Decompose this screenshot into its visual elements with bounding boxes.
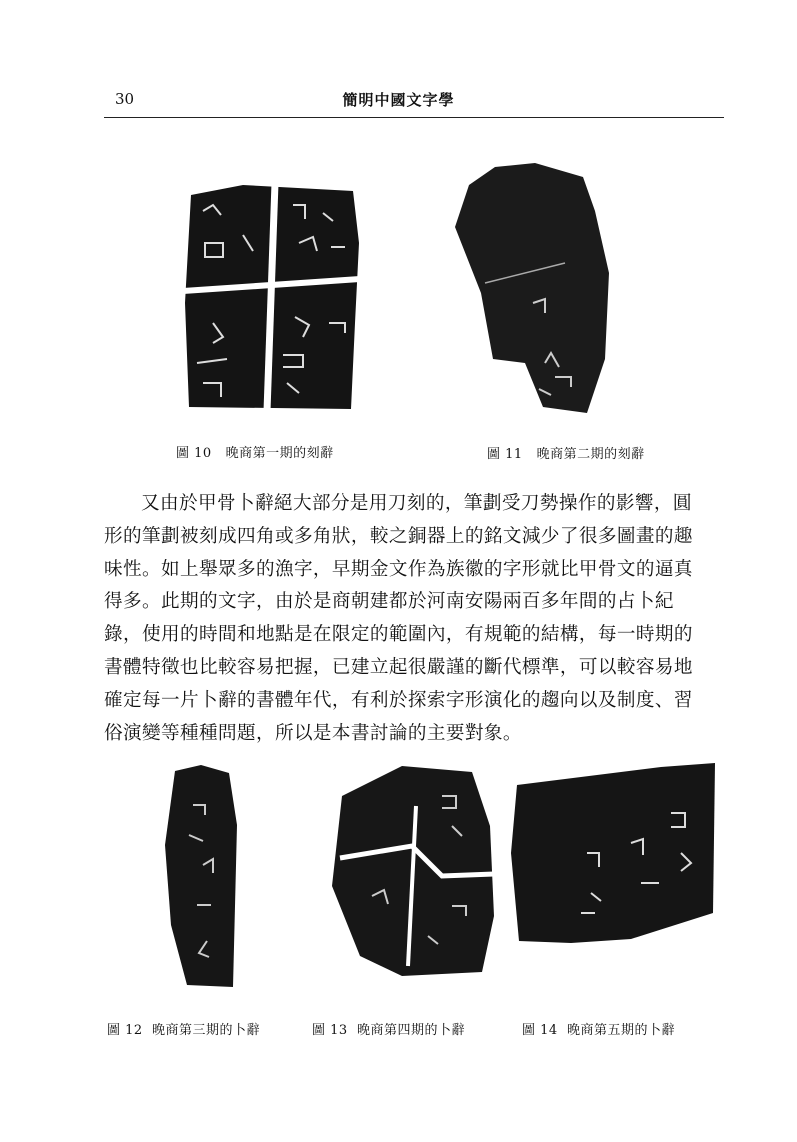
body-line: 得多。此期的文字，由於是商朝建都於河南安陽兩百多年間的占卜紀	[104, 591, 674, 613]
figure-caption-10	[176, 442, 334, 461]
figure-number: 圖 14	[522, 1023, 558, 1038]
figure-title: 晚商第三期的卜辭	[151, 1023, 260, 1038]
oracle-bone-rubbing-fig11	[455, 163, 610, 415]
body-line: 確定每一片卜辭的書體年代，有利於探索字形演化的趨向以及制度、習	[104, 689, 693, 711]
running-title: 簡明中國文字學	[342, 91, 455, 109]
figure-caption-14	[522, 1019, 675, 1038]
oracle-bone-rubbing-fig10	[183, 183, 360, 411]
body-paragraph	[104, 488, 724, 750]
figure-number: 圖 10	[176, 446, 212, 461]
figure-title: 晚商第五期的卜辭	[566, 1023, 675, 1038]
figure-title: 晚商第四期的卜辭	[356, 1023, 465, 1038]
figure-caption-11	[487, 443, 645, 462]
body-line: 錄，使用的時間和地點是在限定的範圍內，有規範的結構，每一時期的	[104, 624, 693, 646]
figure-number: 圖 11	[487, 447, 523, 462]
figure-title: 晚商第二期的刻辭	[536, 447, 645, 462]
header-rule	[104, 117, 724, 118]
oracle-bone-rubbing-fig13	[332, 766, 495, 977]
oracle-bone-rubbing-fig14	[511, 763, 716, 944]
figure-number: 圖 12	[107, 1023, 143, 1038]
body-line: 書體特徵也比較容易把握，已建立起很嚴謹的斷代標準，可以較容易地	[104, 656, 693, 678]
body-line: 又由於甲骨卜辭絕大部分是用刀刻的，筆劃受刀勢操作的影響，圓	[141, 493, 692, 514]
figure-caption-13	[312, 1019, 465, 1038]
figure-caption-12	[107, 1019, 260, 1038]
body-line: 俗演變等種種問題，所以是本書討論的主要對象。	[104, 722, 522, 744]
body-line: 形的筆劃被刻成四角或多角狀，較之銅器上的銘文減少了很多圖畫的趣	[104, 525, 693, 547]
figure-title: 晚商第一期的刻辭	[225, 446, 334, 461]
body-line: 味性。如上舉眾多的漁字，早期金文作為族徽的字形就比甲骨文的逼真	[104, 558, 693, 580]
page-number: 30	[115, 90, 135, 108]
figure-number: 圖 13	[312, 1023, 348, 1038]
oracle-bone-rubbing-fig12	[163, 765, 238, 988]
